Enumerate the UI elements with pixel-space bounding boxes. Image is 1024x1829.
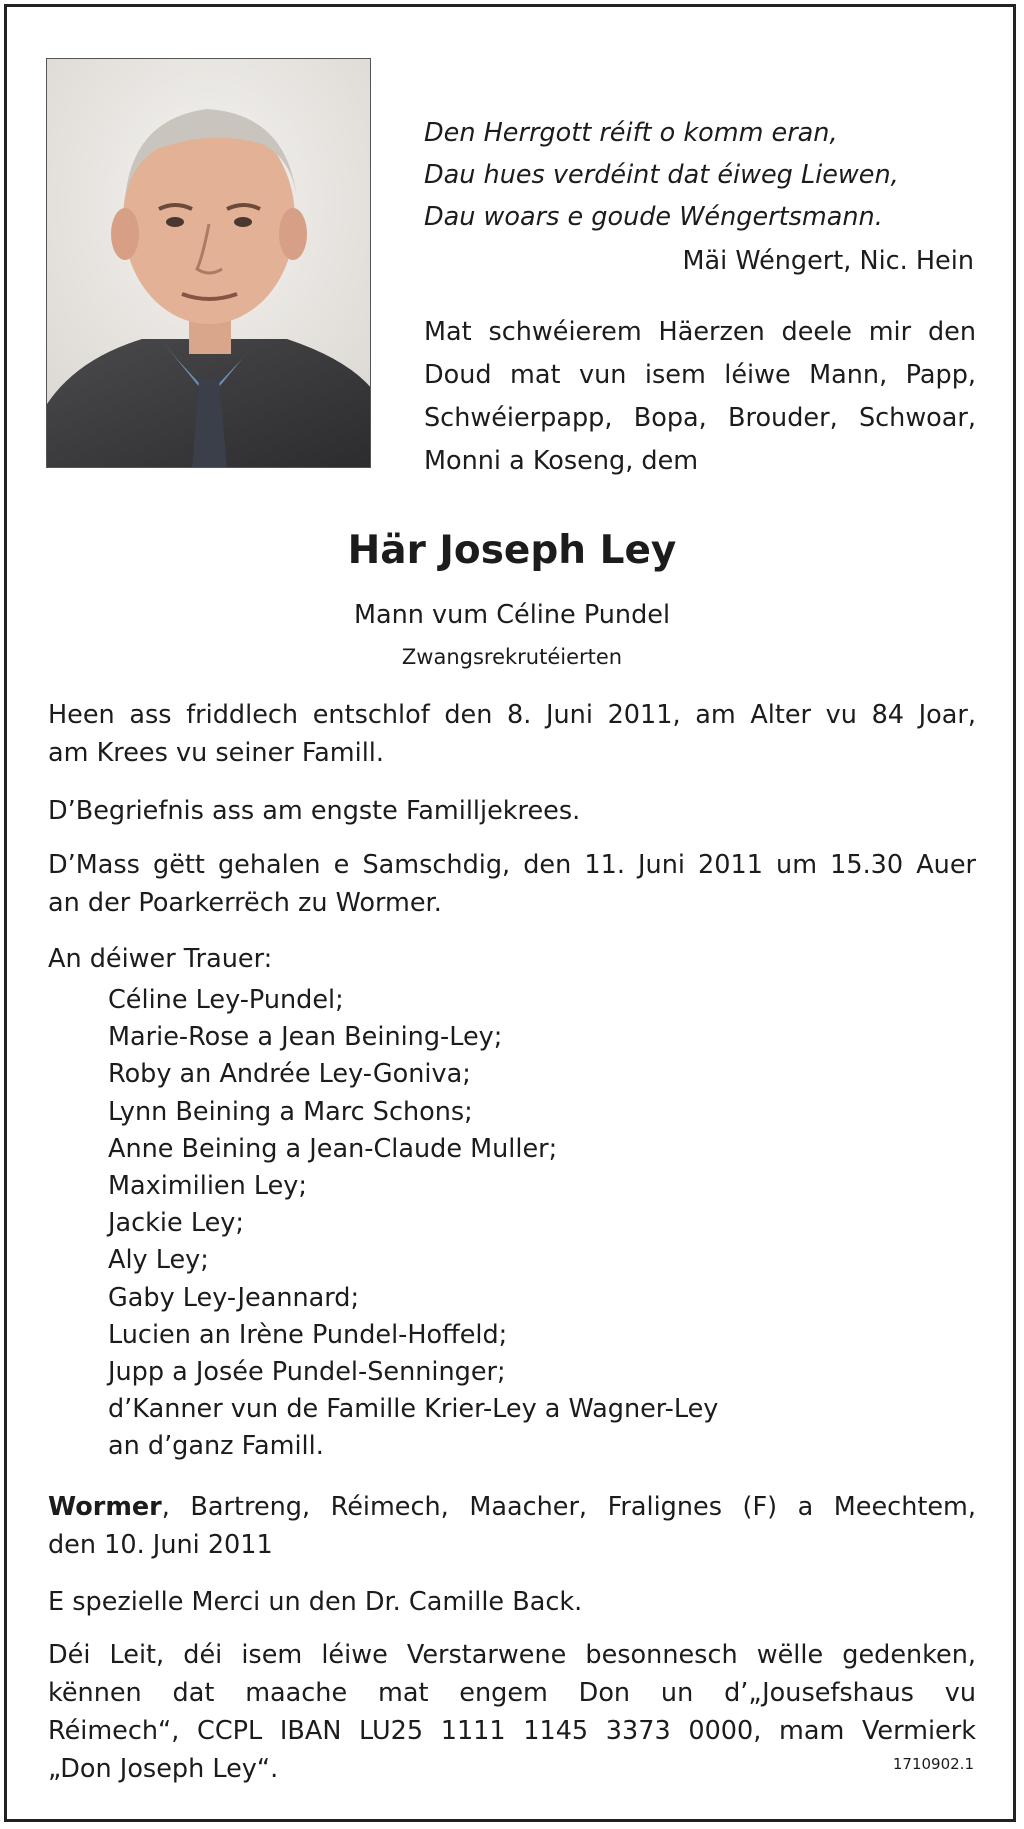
mourners-heading-text: An déiwer Trauer:: [48, 944, 273, 974]
mourners-heading: [48, 940, 976, 978]
intro-line: Mat schwéierem Häerzen deele mir den: [424, 317, 976, 347]
mourner-item: Lynn Beining a Marc Schons;: [108, 1096, 473, 1127]
place-rest: , Bartreng, Réimech, Maacher, Fralignes (F) a Meechtem,: [161, 1492, 976, 1522]
mourner-item: Marie-Rose a Jean Beining-Ley;: [108, 1022, 503, 1053]
burial-paragraph: [48, 792, 976, 830]
thanks-line: E spezielle Merci un den Dr. Camille Back.: [48, 1587, 583, 1617]
intro-line: Doud mat vun isem léiwe Mann, Papp,: [424, 360, 976, 390]
donation-line: kënnen dat maache mat engem Don un d’„Jousefshaus vu: [48, 1678, 976, 1708]
burial-line: D’Begriefnis ass am engste Familljekrees.: [48, 796, 581, 826]
donation-line: Réimech“, CCPL IBAN LU25 1111 1145 3373 0000, mam Vermierk: [48, 1716, 976, 1746]
death-line: am Krees vu seiner Famill.: [48, 738, 384, 768]
donation-line: „Don Joseph Ley“.: [48, 1754, 279, 1784]
donation-line: Déi Leit, déi isem léiwe Verstarwene besonnesch wëlle gedenken,: [48, 1640, 976, 1670]
poem-line: Dau hues verdéint dat éiweg Liewen,: [424, 160, 899, 190]
spouse-line: Mann vum Céline Pundel: [353, 600, 671, 630]
intro-line: Schwéierpapp, Bopa, Brouder, Schwoar,: [424, 403, 976, 433]
place-bold: Wormer: [48, 1492, 162, 1522]
mourner-item: an d’ganz Famill.: [108, 1431, 324, 1462]
poem-line: Dau woars e goude Wéngertsmann.: [424, 202, 883, 232]
mourner-item: Aly Ley;: [108, 1245, 209, 1276]
mass-line: D’Mass gëtt gehalen e Samschdig, den 11. Juni 2011 um 15.30 Auer: [48, 850, 976, 880]
death-line: Heen ass friddlech entschlof den 8. Juni 2011, am Alter vu 84 Joar,: [48, 700, 976, 730]
reference-number: 1710902.1: [892, 1755, 974, 1773]
donation-paragraph: [48, 1636, 976, 1788]
death-paragraph: [48, 696, 976, 772]
date-line: den 10. Juni 2011: [48, 1530, 273, 1560]
mourner-item: Anne Beining a Jean-Claude Muller;: [108, 1133, 558, 1164]
place-line: [48, 1488, 976, 1526]
mass-line: an der Poarkerrëch zu Wormer.: [48, 888, 442, 918]
mass-paragraph: [48, 846, 976, 922]
status-line: Zwangsrekrutéierten: [401, 645, 623, 669]
mourner-item: Jupp a Josée Pundel-Senninger;: [108, 1357, 506, 1388]
poem-line: Den Herrgott réift o komm eran,: [424, 118, 838, 148]
thanks-paragraph: [48, 1583, 976, 1621]
mourner-item: Gaby Ley-Jeannard;: [108, 1282, 360, 1313]
mourner-item: Roby an Andrée Ley-Goniva;: [108, 1059, 471, 1090]
mourner-item: Lucien an Irène Pundel-Hoffeld;: [108, 1319, 508, 1350]
mourner-item: Jackie Ley;: [108, 1208, 244, 1239]
mourner-item: Maximilien Ley;: [108, 1171, 307, 1202]
intro-line: Monni a Koseng, dem: [424, 446, 699, 476]
mourners-list: [108, 982, 718, 1466]
poem: [424, 112, 974, 238]
poem-signature: Mäi Wéngert, Nic. Hein: [682, 246, 974, 276]
mourner-item: Céline Ley-Pundel;: [108, 985, 344, 1015]
mourner-item: d’Kanner vun de Famille Krier-Ley a Wagner-Ley: [108, 1394, 719, 1425]
intro-paragraph: [424, 311, 976, 483]
place-date-paragraph: [48, 1488, 976, 1564]
portrait-photo: [46, 58, 371, 468]
portrait-image: [47, 59, 371, 468]
deceased-name: Här Joseph Ley: [347, 528, 677, 573]
